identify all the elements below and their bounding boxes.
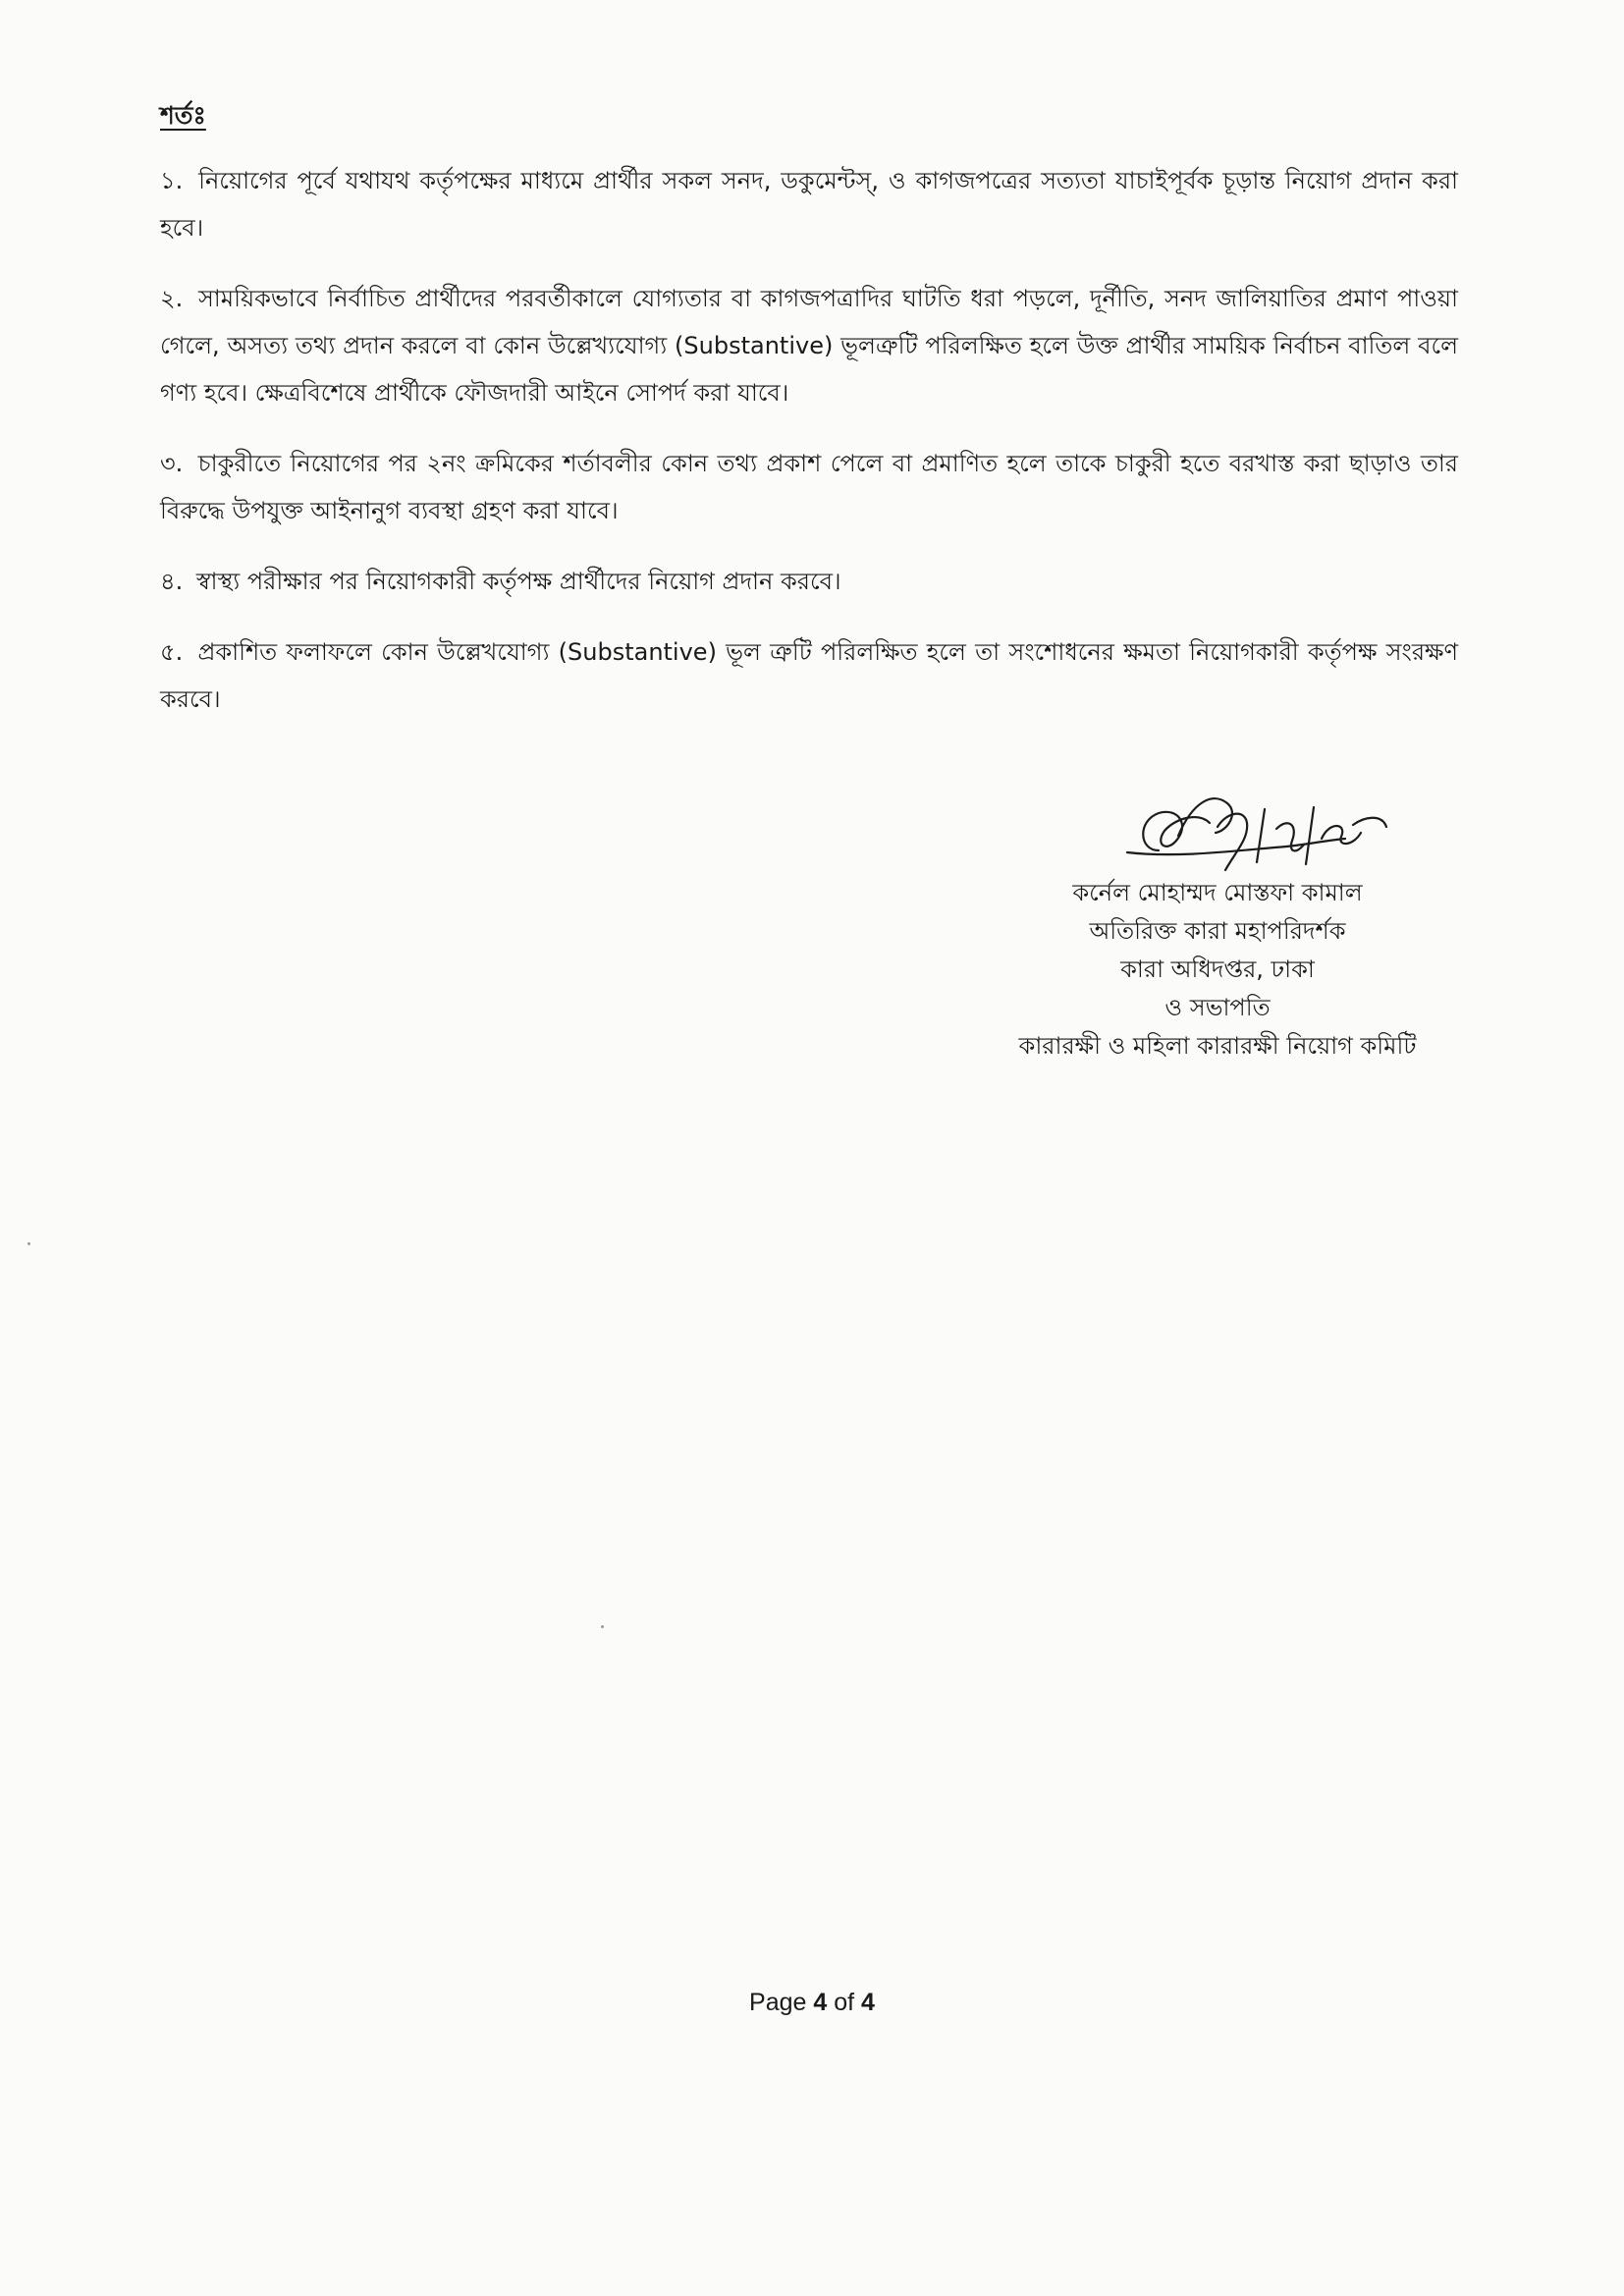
signatory-designation: অতিরিক্ত কারা মহাপরিদর্শক	[1089, 917, 1346, 945]
conditions-list	[160, 157, 1458, 746]
condition-item	[160, 157, 1458, 251]
scan-speck	[27, 1242, 30, 1245]
page-footer	[0, 1989, 1624, 2017]
signatory-office: কারা অধিদপ্তর, ঢাকা	[1120, 956, 1315, 983]
condition-number: ২.	[160, 285, 184, 312]
of-word: of	[834, 1989, 855, 2016]
conditions-heading: শর্তঃ	[160, 101, 206, 130]
condition-text: নিয়োগের পূর্বে যথাযথ কর্তৃপক্ষের মাধ্যমে প্রার্থীর সকল সনদ, ডকুমেন্টস্, ও কাগজপত্রের সত্যতা যাচাইপূর্বক চূড়ান্ত নিয়োগ প্রদান করা হবে।	[160, 167, 1458, 242]
page-word: Page	[749, 1989, 807, 2016]
signatory-block	[962, 874, 1473, 1066]
scan-speck	[601, 1625, 604, 1628]
current-page-number: 4	[813, 1989, 828, 2016]
condition-item	[160, 275, 1458, 416]
total-pages-number: 4	[861, 1989, 875, 2016]
condition-text: চাকুরীতে নিয়োগের পর ২নং ক্রমিকের শর্তাবলীর কোন তথ্য প্রকাশ পেলে বা প্রমাণিত হলে তাকে চাকুরী হতে বরখাস্ত করা ছাড়াও তার বিরুদ্ধে উপযুক্ত আইনানুগ ব্যবস্থা গ্রহণ করা যাবে।	[160, 450, 1458, 524]
condition-item	[160, 558, 1458, 605]
signatory-name: কর্নেল মোহাম্মদ মোস্তফা কামাল	[1072, 879, 1363, 906]
condition-number: ১.	[160, 167, 184, 194]
condition-item	[160, 629, 1458, 723]
signatory-role: ও সভাপতি	[1164, 994, 1271, 1021]
condition-number: ৫.	[160, 638, 184, 666]
condition-number: ৪.	[160, 568, 184, 595]
condition-item	[160, 440, 1458, 534]
committee-name: কারারক্ষী ও মহিলা কারারক্ষী নিয়োগ কমিটি	[1018, 1032, 1417, 1060]
condition-text: সাময়িকভাবে নির্বাচিত প্রার্থীদের পরবর্তীকালে যোগ্যতার বা কাগজপত্রাদির ঘাটতি ধরা পড়লে, দূর্নীতি, সনদ জালিয়াতির প্রমাণ পাওয়া গেলে, অসত্য তথ্য প্রদান করলে বা কোন উল্লেখ্যযোগ্য (Substantive) ভূলত্রুটি পরিলক্ষিত হলে উক্ত প্রার্থীর সাময়িক নির্বাচন বাতিল বলে গণ্য হবে। ক্ষেত্রবিশেষে প্রার্থীকে ফৌজদারী আইনে সোপর্দ করা যাবে।	[160, 285, 1458, 407]
condition-text: স্বাস্থ্য পরীক্ষার পর নিয়োগকারী কর্তৃপক্ষ প্রার্থীদের নিয়োগ প্রদান করবে।	[195, 568, 841, 595]
condition-number: ৩.	[160, 450, 184, 477]
condition-text: প্রকাশিত ফলাফলে কোন উল্লেখযোগ্য (Substantive) ভূল ত্রুটি পরিলক্ষিত হলে তা সংশোধনের ক্ষমতা নিয়োগকারী কর্তৃপক্ষ সংরক্ষণ করবে।	[160, 638, 1458, 713]
